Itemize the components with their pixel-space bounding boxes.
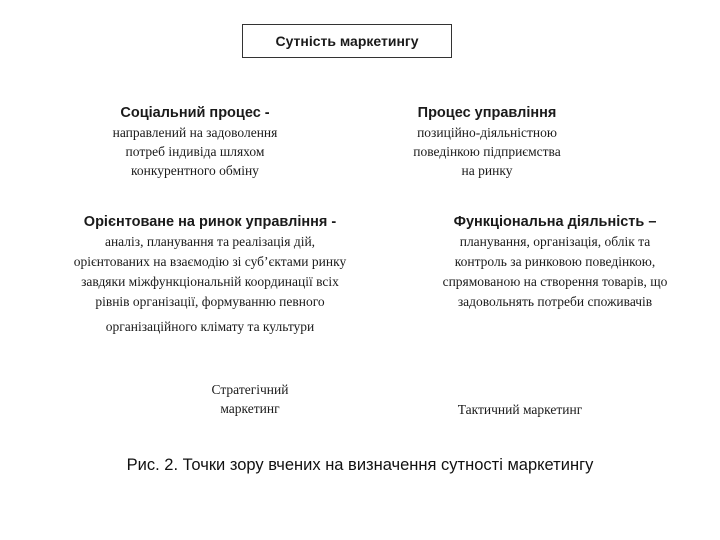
strategic-marketing-line: Стратегічний [211, 382, 289, 397]
diagram-title: Сутність маркетингу [275, 33, 419, 49]
market-oriented-line: рівнів організації, формуванню певного [95, 294, 325, 309]
market-oriented-line: організаційного клімату та культури [105, 319, 315, 334]
functional-activity-heading: Функціональна діяльність – [453, 214, 657, 230]
management-process-heading: Процес управління [417, 105, 557, 121]
social-process-line: направлений на задоволення [112, 125, 278, 140]
strategic-marketing-line: маркетинг [220, 401, 280, 416]
market-oriented-line: аналіз, планування та реалізація дій, [104, 234, 316, 249]
market-oriented-block [40, 212, 380, 337]
social-process-line: конкурентного обміну [131, 163, 259, 178]
market-oriented-line: орієнтованих на взаємодію зі суб’єктами ринку [73, 254, 347, 269]
functional-activity-line: планування, організація, облік та [459, 234, 651, 249]
management-process-block [372, 104, 602, 180]
social-process-heading: Соціальний процес - [120, 105, 270, 121]
functional-activity-line: спрямованою на створення товарів, що [442, 274, 668, 289]
functional-activity-line: задовольнять потреби споживачів [457, 294, 653, 309]
functional-activity-block [410, 212, 700, 312]
market-oriented-heading: Орієнтоване на ринок управління - [83, 214, 337, 230]
functional-activity-line: контроль за ринковою поведінкою, [454, 254, 656, 269]
title-box [242, 24, 452, 58]
social-process-line: потреб індивіда шляхом [125, 144, 265, 159]
management-process-line: на ринку [461, 163, 513, 178]
management-process-line: поведінкою підприємства [413, 144, 561, 159]
social-process-block [70, 104, 320, 180]
strategic-marketing-label [180, 380, 320, 418]
figure-caption: Рис. 2. Точки зору вчених на визначення сутності маркетингу [126, 456, 594, 474]
management-process-line: позиційно-діяльністною [417, 125, 557, 140]
market-oriented-line: завдяки міжфункціональній координації всіх [81, 274, 339, 289]
tactical-marketing-label: Тактичний маркетинг [457, 402, 583, 417]
